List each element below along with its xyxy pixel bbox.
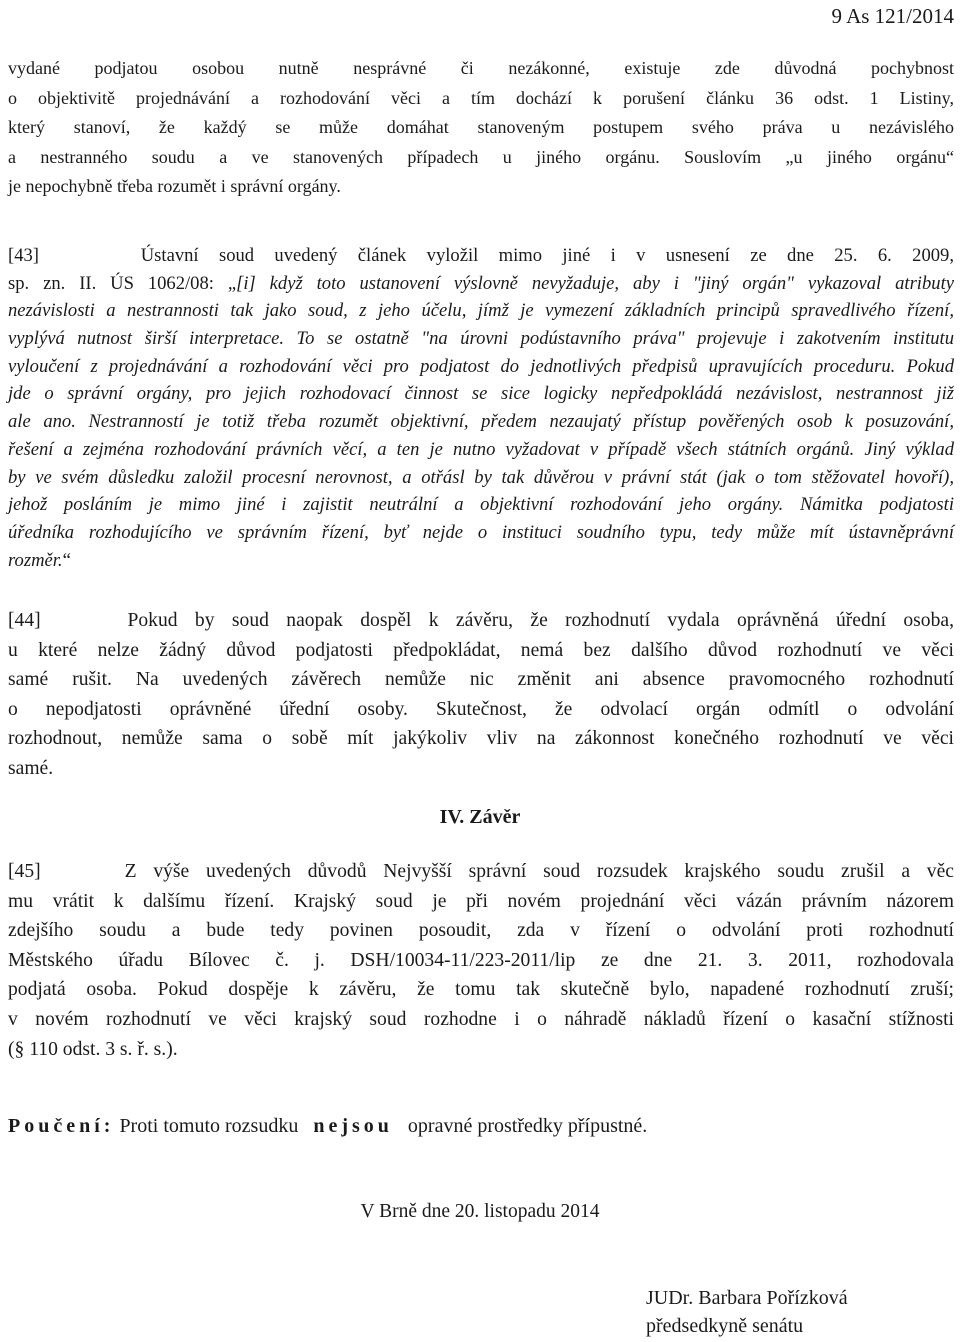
instruction-label: Poučení: (8, 1115, 115, 1137)
instruction-text-after: opravné prostředky přípustné. (407, 1115, 648, 1137)
text-line: [44] Pokud by soud naopak dospěl k závěru, že rozhodnutí vydala oprávněná úřední osoba, (8, 610, 954, 631)
quote-line: řešení a zejména rozhodování právních věcí, a ten je nutno vyžadovat v případě všech státních orgánů. Jiný výklad (8, 438, 954, 460)
text-line: [45] Z výše uvedených důvodů Nejvyšší správní soud rozsudek krajského soudu zrušil a věc (8, 861, 954, 882)
quote-text: [i] když toto ustanovení výslovně nevyžaduje, aby i "jiný orgán" vykazoval atributy (236, 272, 954, 294)
text-line: samé rušit. Na uvedených závěrech nemůže nic změnit ani absence pravomocného rozhodnutí (8, 669, 954, 691)
paragraph-44 (8, 606, 954, 784)
quote-line: jde o správní orgány, pro jejich rozhodovací činnost se sice logicky nepředpokládá nezávislost, nestrannost již (8, 383, 954, 405)
quote-line: vyplývá nutnost širší interpretace. To se ostatně "na úrovni podústavního práva" projevuje i zakotvením institutu (8, 328, 954, 350)
quote-line: úředníka rozhodujícího ve správním řízení, byť nejde o instituci soudního typu, tedy může mít ústavněprávní (8, 521, 954, 543)
instruction-text-before: Proti tomuto rozsudku (119, 1115, 299, 1137)
text-line: a nestranného soudu a ve stanovených případech u jiného orgánu. Souslovím „u jiného orgánu“ (8, 146, 954, 167)
text-line: mu vrátit k dalšímu řízení. Krajský soud je při novém projednání věci vázán právním názorem (8, 890, 954, 912)
quote-intro: sp. zn. II. ÚS 1062/08: „ (8, 272, 237, 294)
text-line: který stanoví, že každý se může domáhat stanoveným postupem svého práva u nezávislého (8, 117, 954, 137)
text-line: vydané podjatou osobou nutně nesprávné či nezákonné, existuje zde důvodná pochybnost (8, 58, 954, 78)
section-heading: IV. Závěr (439, 806, 521, 828)
text-line: u které nelze žádný důvod podjatosti předpokládat, nemá bez dalšího důvod rozhodnutí ve věci (8, 639, 954, 661)
quote-line: by ve svém důsledku založil procesní nerovnost, a otřásl by tak důvěrou v právní stát (jak o tom stěžovatel hovoří), (8, 466, 954, 488)
text-line: v novém rozhodnutí ve věci krajský soud rozhodne i o náhradě nákladů řízení o kasační stížnosti (8, 1008, 954, 1030)
text-line (8, 270, 954, 298)
text-line: rozhodnout, nemůže sama o sobě mít jakýkoliv vliv na zákonnost konečného rozhodnutí ve věci (8, 728, 954, 750)
text-line: samé. (8, 757, 54, 779)
paragraph-45 (8, 857, 954, 1064)
text-line: (§ 110 odst. 3 s. ř. s.). (8, 1038, 178, 1060)
text-line: [43] Ústavní soud uvedený článek vyložil mimo jiné i v usnesení ze dne 25. 6. 2009, (8, 245, 954, 266)
case-reference: 9 As 121/2014 (831, 4, 954, 28)
text-line: Městského úřadu Bílovec č. j. DSH/10034-11/223-2011/lip ze dne 21. 3. 2011, rozhodovala (8, 949, 954, 971)
quote-line: nezávislosti a nestrannosti tak jako soud, z jeho účelu, jímž je vymezení základních principů spravedlivého řízení, (8, 300, 954, 322)
text-line: zdejšího soudu a bude tedy povinen posoudit, zda v řízení o odvolání proti rozhodnutí (8, 920, 954, 942)
quote-line: vyloučení z projednávání a rozhodování věci pro podjatost do jednotlivých předpisů upravujících proceduru. Pokud (8, 355, 954, 377)
instruction-line (8, 1112, 647, 1140)
signature-role: předsedkyně senátu (646, 1315, 804, 1337)
text-line: je nepochybně třeba rozumět i správní orgány. (8, 176, 341, 196)
date-place: V Brně dne 20. listopadu 2014 (360, 1201, 600, 1222)
closing-quote: “ (62, 549, 71, 571)
quote-line (8, 547, 954, 575)
signature-name: JUDr. Barbara Pořízková (646, 1287, 848, 1309)
text-line: o nepodjatosti oprávněné úřední osoby. Skutečnost, že odvolací orgán odmítl o odvolání (8, 698, 954, 720)
paragraph-43 (8, 242, 954, 574)
text-line: o objektivitě projednávání a rozhodování věci a tím dochází k porušení článku 36 odst. 1 Listiny, (8, 87, 954, 108)
quote-line: ale ano. Nestranností je totiž třeba rozumět objektivní, předem nezaujatý přístup pověřených osob k posuzování, (8, 411, 954, 433)
quote-line: jehož posláním je mimo jiné i zajistit neutrální a objektivní rozhodování jeho orgány. Námitka podjatosti (8, 494, 954, 516)
quote-end: rozměr. (8, 549, 63, 571)
instruction-emphasis: nejsou (313, 1115, 393, 1137)
text-line: podjatá osoba. Pokud dospěje k závěru, že tomu tak skutečně bylo, napadené rozhodnutí zruší; (8, 979, 954, 1001)
paragraph-intro (8, 54, 954, 202)
